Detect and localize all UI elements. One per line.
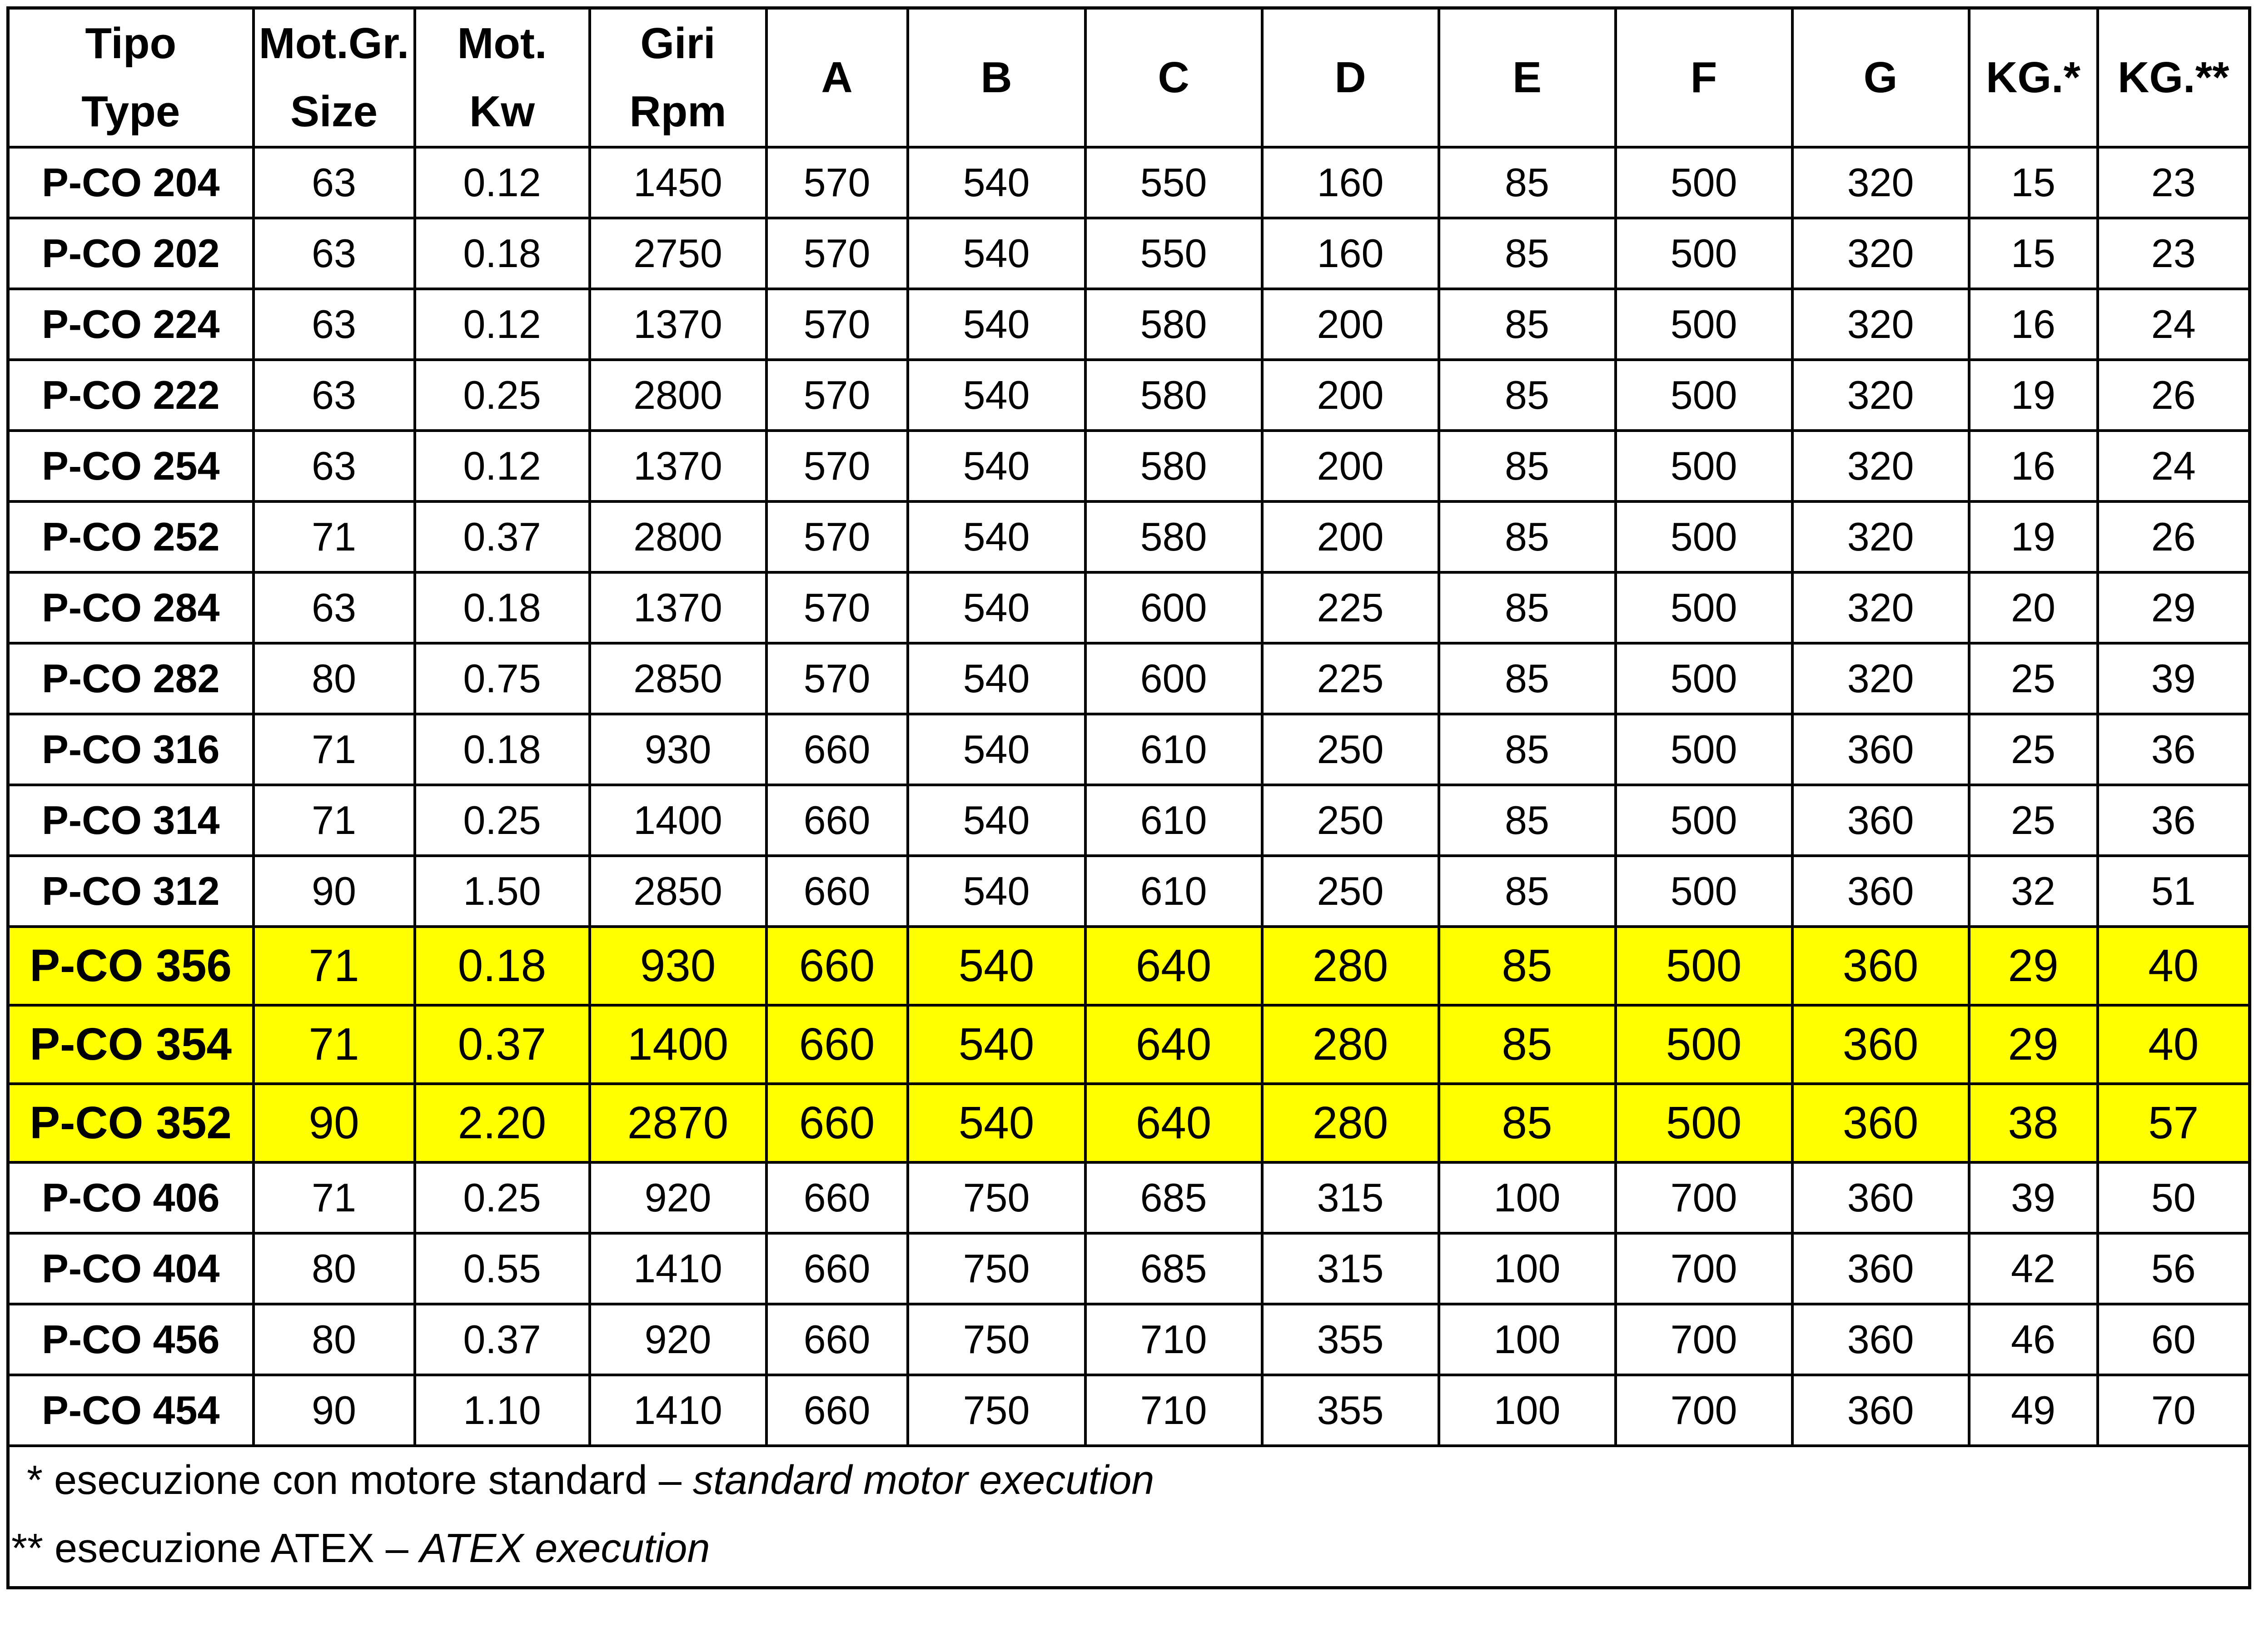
cell-d: 355 [1262, 1304, 1439, 1375]
table-row [8, 643, 2250, 714]
cell-type: P-CO 224 [8, 289, 254, 360]
cell-motor-size: 80 [254, 1233, 415, 1304]
cell-f: 500 [1616, 431, 1792, 501]
cell-motor-kw: 0.18 [415, 572, 590, 643]
cell-kg-atex: 24 [2098, 431, 2250, 501]
table-row [8, 1162, 2250, 1233]
cell-kg-standard: 25 [1969, 714, 2098, 785]
table-row [8, 1304, 2250, 1375]
cell-rpm: 1370 [590, 431, 766, 501]
cell-e: 85 [1439, 501, 1616, 572]
cell-b: 540 [908, 572, 1085, 643]
cell-motor-size: 71 [254, 785, 415, 856]
cell-kg-standard: 32 [1969, 856, 2098, 927]
footnote-atex: ** esecuzione ATEX – ATEX execution [11, 1526, 710, 1571]
cell-g: 360 [1792, 927, 1969, 1005]
header-row [8, 8, 2250, 148]
cell-f: 500 [1616, 147, 1792, 218]
cell-c: 580 [1085, 289, 1262, 360]
table-row [8, 218, 2250, 289]
cell-kg-atex: 36 [2098, 785, 2250, 856]
cell-type: P-CO 252 [8, 501, 254, 572]
header-f: F [1616, 8, 1792, 148]
cell-c: 600 [1085, 572, 1262, 643]
specification-table [6, 6, 2251, 1589]
table-row [8, 927, 2250, 1005]
cell-kg-atex: 23 [2098, 218, 2250, 289]
cell-motor-kw: 0.25 [415, 360, 590, 431]
cell-b: 540 [908, 431, 1085, 501]
cell-e: 85 [1439, 927, 1616, 1005]
cell-c: 550 [1085, 147, 1262, 218]
cell-rpm: 1400 [590, 785, 766, 856]
footnote-standard: * esecuzione con motore standard – standard motor execution [27, 1458, 1154, 1503]
header-c: C [1085, 8, 1262, 148]
cell-kg-atex: 36 [2098, 714, 2250, 785]
cell-kg-standard: 25 [1969, 785, 2098, 856]
cell-rpm: 2800 [590, 501, 766, 572]
header-b: B [908, 8, 1085, 148]
cell-rpm: 2800 [590, 360, 766, 431]
cell-motor-kw: 0.25 [415, 1162, 590, 1233]
cell-rpm: 1370 [590, 289, 766, 360]
cell-a: 660 [766, 927, 908, 1005]
cell-e: 85 [1439, 360, 1616, 431]
cell-motor-size: 63 [254, 360, 415, 431]
cell-kg-standard: 46 [1969, 1304, 2098, 1375]
table-row [8, 431, 2250, 501]
cell-type: P-CO 314 [8, 785, 254, 856]
cell-d: 250 [1262, 856, 1439, 927]
cell-g: 320 [1792, 501, 1969, 572]
cell-f: 500 [1616, 1084, 1792, 1162]
cell-kg-standard: 16 [1969, 431, 2098, 501]
cell-g: 360 [1792, 1162, 1969, 1233]
cell-type: P-CO 254 [8, 431, 254, 501]
cell-e: 85 [1439, 572, 1616, 643]
cell-b: 540 [908, 714, 1085, 785]
cell-e: 100 [1439, 1304, 1616, 1375]
cell-kg-standard: 29 [1969, 927, 2098, 1005]
cell-d: 200 [1262, 289, 1439, 360]
cell-type: P-CO 404 [8, 1233, 254, 1304]
cell-c: 550 [1085, 218, 1262, 289]
table-row [8, 785, 2250, 856]
cell-motor-kw: 0.12 [415, 431, 590, 501]
cell-c: 685 [1085, 1233, 1262, 1304]
cell-kg-standard: 15 [1969, 218, 2098, 289]
cell-kg-standard: 38 [1969, 1084, 2098, 1162]
cell-b: 540 [908, 147, 1085, 218]
cell-a: 660 [766, 1375, 908, 1446]
cell-e: 85 [1439, 431, 1616, 501]
cell-g: 320 [1792, 572, 1969, 643]
cell-f: 500 [1616, 572, 1792, 643]
table-row [8, 714, 2250, 785]
cell-d: 200 [1262, 501, 1439, 572]
cell-f: 500 [1616, 856, 1792, 927]
cell-rpm: 1370 [590, 572, 766, 643]
cell-motor-kw: 1.50 [415, 856, 590, 927]
cell-b: 750 [908, 1304, 1085, 1375]
header-kg-atex: KG.** [2098, 8, 2250, 148]
cell-b: 540 [908, 501, 1085, 572]
cell-b: 540 [908, 643, 1085, 714]
cell-c: 580 [1085, 360, 1262, 431]
cell-type: P-CO 202 [8, 218, 254, 289]
cell-kg-standard: 15 [1969, 147, 2098, 218]
cell-rpm: 930 [590, 714, 766, 785]
cell-b: 750 [908, 1375, 1085, 1446]
cell-b: 540 [908, 360, 1085, 431]
table-row [8, 572, 2250, 643]
cell-a: 660 [766, 785, 908, 856]
cell-e: 100 [1439, 1233, 1616, 1304]
cell-f: 500 [1616, 785, 1792, 856]
cell-kg-atex: 70 [2098, 1375, 2250, 1446]
cell-e: 100 [1439, 1375, 1616, 1446]
cell-kg-standard: 19 [1969, 360, 2098, 431]
cell-d: 200 [1262, 431, 1439, 501]
cell-a: 570 [766, 431, 908, 501]
cell-type: P-CO 204 [8, 147, 254, 218]
cell-a: 660 [766, 1304, 908, 1375]
cell-g: 320 [1792, 643, 1969, 714]
footnote-cell [8, 1446, 2250, 1588]
cell-motor-kw: 2.20 [415, 1084, 590, 1162]
cell-f: 700 [1616, 1304, 1792, 1375]
cell-motor-kw: 0.25 [415, 785, 590, 856]
cell-motor-size: 71 [254, 1162, 415, 1233]
cell-motor-kw: 0.12 [415, 289, 590, 360]
cell-a: 570 [766, 501, 908, 572]
cell-motor-kw: 0.37 [415, 1005, 590, 1084]
cell-kg-atex: 40 [2098, 1005, 2250, 1084]
cell-b: 750 [908, 1162, 1085, 1233]
cell-rpm: 1450 [590, 147, 766, 218]
cell-motor-kw: 0.37 [415, 501, 590, 572]
footnote-row [8, 1446, 2250, 1588]
cell-e: 85 [1439, 147, 1616, 218]
cell-rpm: 920 [590, 1162, 766, 1233]
cell-a: 660 [766, 856, 908, 927]
cell-kg-atex: 57 [2098, 1084, 2250, 1162]
cell-e: 85 [1439, 218, 1616, 289]
cell-kg-standard: 19 [1969, 501, 2098, 572]
cell-type: P-CO 316 [8, 714, 254, 785]
header-e: E [1439, 8, 1616, 148]
cell-a: 570 [766, 643, 908, 714]
cell-f: 700 [1616, 1162, 1792, 1233]
cell-motor-size: 71 [254, 927, 415, 1005]
cell-f: 500 [1616, 501, 1792, 572]
table-row [8, 147, 2250, 218]
cell-motor-size: 71 [254, 1005, 415, 1084]
cell-d: 280 [1262, 927, 1439, 1005]
cell-a: 660 [766, 714, 908, 785]
cell-kg-standard: 39 [1969, 1162, 2098, 1233]
table-row [8, 360, 2250, 431]
cell-kg-atex: 29 [2098, 572, 2250, 643]
cell-f: 700 [1616, 1375, 1792, 1446]
cell-a: 570 [766, 289, 908, 360]
cell-motor-size: 63 [254, 147, 415, 218]
cell-f: 500 [1616, 927, 1792, 1005]
cell-b: 540 [908, 1005, 1085, 1084]
cell-d: 225 [1262, 572, 1439, 643]
cell-motor-kw: 0.18 [415, 714, 590, 785]
cell-motor-kw: 0.37 [415, 1304, 590, 1375]
cell-e: 85 [1439, 289, 1616, 360]
cell-kg-atex: 60 [2098, 1304, 2250, 1375]
table-row [8, 1084, 2250, 1162]
cell-type: P-CO 354 [8, 1005, 254, 1084]
cell-motor-size: 63 [254, 572, 415, 643]
cell-g: 360 [1792, 1084, 1969, 1162]
cell-g: 360 [1792, 1233, 1969, 1304]
cell-type: P-CO 406 [8, 1162, 254, 1233]
cell-g: 360 [1792, 785, 1969, 856]
cell-f: 500 [1616, 643, 1792, 714]
cell-g: 320 [1792, 360, 1969, 431]
cell-motor-size: 63 [254, 289, 415, 360]
cell-kg-standard: 16 [1969, 289, 2098, 360]
cell-f: 700 [1616, 1233, 1792, 1304]
cell-motor-size: 90 [254, 856, 415, 927]
cell-type: P-CO 454 [8, 1375, 254, 1446]
cell-a: 570 [766, 147, 908, 218]
table-body [8, 147, 2250, 1446]
cell-b: 540 [908, 785, 1085, 856]
table-row [8, 1233, 2250, 1304]
cell-c: 610 [1085, 714, 1262, 785]
cell-d: 160 [1262, 147, 1439, 218]
cell-b: 540 [908, 856, 1085, 927]
cell-rpm: 2850 [590, 643, 766, 714]
cell-rpm: 920 [590, 1304, 766, 1375]
cell-d: 315 [1262, 1233, 1439, 1304]
cell-motor-kw: 0.18 [415, 927, 590, 1005]
cell-e: 85 [1439, 1005, 1616, 1084]
cell-e: 85 [1439, 785, 1616, 856]
cell-d: 160 [1262, 218, 1439, 289]
cell-a: 570 [766, 218, 908, 289]
cell-g: 320 [1792, 147, 1969, 218]
cell-b: 540 [908, 289, 1085, 360]
cell-c: 640 [1085, 1084, 1262, 1162]
cell-a: 660 [766, 1084, 908, 1162]
cell-type: P-CO 356 [8, 927, 254, 1005]
cell-e: 85 [1439, 1084, 1616, 1162]
cell-d: 250 [1262, 714, 1439, 785]
cell-kg-standard: 25 [1969, 643, 2098, 714]
cell-d: 225 [1262, 643, 1439, 714]
cell-type: P-CO 284 [8, 572, 254, 643]
header-motor-kw: Mot. Kw [415, 8, 590, 148]
cell-f: 500 [1616, 218, 1792, 289]
cell-b: 750 [908, 1233, 1085, 1304]
cell-motor-size: 63 [254, 431, 415, 501]
cell-kg-atex: 50 [2098, 1162, 2250, 1233]
cell-motor-kw: 1.10 [415, 1375, 590, 1446]
cell-d: 200 [1262, 360, 1439, 431]
cell-f: 500 [1616, 1005, 1792, 1084]
cell-kg-standard: 29 [1969, 1005, 2098, 1084]
cell-kg-atex: 39 [2098, 643, 2250, 714]
cell-kg-standard: 42 [1969, 1233, 2098, 1304]
cell-d: 280 [1262, 1005, 1439, 1084]
cell-kg-standard: 49 [1969, 1375, 2098, 1446]
cell-motor-size: 71 [254, 714, 415, 785]
cell-kg-atex: 40 [2098, 927, 2250, 1005]
header-kg-standard: KG.* [1969, 8, 2098, 148]
cell-c: 710 [1085, 1304, 1262, 1375]
cell-kg-atex: 51 [2098, 856, 2250, 927]
cell-f: 500 [1616, 289, 1792, 360]
header-g: G [1792, 8, 1969, 148]
cell-a: 660 [766, 1162, 908, 1233]
header-a: A [766, 8, 908, 148]
cell-motor-size: 71 [254, 501, 415, 572]
table-row [8, 1005, 2250, 1084]
cell-kg-atex: 56 [2098, 1233, 2250, 1304]
cell-kg-atex: 24 [2098, 289, 2250, 360]
cell-c: 610 [1085, 856, 1262, 927]
cell-g: 360 [1792, 714, 1969, 785]
header-type: Tipo Type [8, 8, 254, 148]
cell-rpm: 2750 [590, 218, 766, 289]
cell-e: 85 [1439, 856, 1616, 927]
cell-c: 685 [1085, 1162, 1262, 1233]
cell-motor-size: 80 [254, 643, 415, 714]
cell-type: P-CO 312 [8, 856, 254, 927]
cell-e: 85 [1439, 714, 1616, 785]
cell-motor-kw: 0.12 [415, 147, 590, 218]
cell-rpm: 1410 [590, 1375, 766, 1446]
cell-motor-size: 90 [254, 1084, 415, 1162]
header-d: D [1262, 8, 1439, 148]
cell-rpm: 930 [590, 927, 766, 1005]
header-rpm: Giri Rpm [590, 8, 766, 148]
cell-a: 570 [766, 360, 908, 431]
cell-motor-kw: 0.55 [415, 1233, 590, 1304]
cell-a: 660 [766, 1005, 908, 1084]
table-row [8, 856, 2250, 927]
cell-c: 640 [1085, 927, 1262, 1005]
cell-rpm: 2870 [590, 1084, 766, 1162]
cell-g: 320 [1792, 218, 1969, 289]
cell-e: 85 [1439, 643, 1616, 714]
cell-kg-standard: 20 [1969, 572, 2098, 643]
cell-a: 660 [766, 1233, 908, 1304]
cell-d: 355 [1262, 1375, 1439, 1446]
header-motor-size: Mot.Gr. Size [254, 8, 415, 148]
cell-g: 360 [1792, 1304, 1969, 1375]
cell-d: 280 [1262, 1084, 1439, 1162]
cell-g: 360 [1792, 1005, 1969, 1084]
cell-type: P-CO 352 [8, 1084, 254, 1162]
table-row [8, 289, 2250, 360]
cell-b: 540 [908, 218, 1085, 289]
table-row [8, 1375, 2250, 1446]
cell-kg-atex: 26 [2098, 501, 2250, 572]
cell-g: 320 [1792, 431, 1969, 501]
table-row [8, 501, 2250, 572]
cell-type: P-CO 282 [8, 643, 254, 714]
cell-g: 320 [1792, 289, 1969, 360]
cell-f: 500 [1616, 360, 1792, 431]
cell-type: P-CO 222 [8, 360, 254, 431]
cell-g: 360 [1792, 1375, 1969, 1446]
cell-motor-size: 80 [254, 1304, 415, 1375]
cell-e: 100 [1439, 1162, 1616, 1233]
cell-c: 640 [1085, 1005, 1262, 1084]
cell-a: 570 [766, 572, 908, 643]
cell-c: 600 [1085, 643, 1262, 714]
cell-c: 580 [1085, 431, 1262, 501]
cell-rpm: 2850 [590, 856, 766, 927]
cell-f: 500 [1616, 714, 1792, 785]
cell-type: P-CO 456 [8, 1304, 254, 1375]
cell-kg-atex: 23 [2098, 147, 2250, 218]
cell-motor-size: 90 [254, 1375, 415, 1446]
cell-g: 360 [1792, 856, 1969, 927]
cell-c: 580 [1085, 501, 1262, 572]
cell-rpm: 1400 [590, 1005, 766, 1084]
cell-b: 540 [908, 1084, 1085, 1162]
cell-d: 315 [1262, 1162, 1439, 1233]
cell-rpm: 1410 [590, 1233, 766, 1304]
cell-motor-kw: 0.18 [415, 218, 590, 289]
cell-c: 710 [1085, 1375, 1262, 1446]
cell-b: 540 [908, 927, 1085, 1005]
cell-motor-size: 63 [254, 218, 415, 289]
cell-c: 610 [1085, 785, 1262, 856]
cell-d: 250 [1262, 785, 1439, 856]
cell-motor-kw: 0.75 [415, 643, 590, 714]
cell-kg-atex: 26 [2098, 360, 2250, 431]
